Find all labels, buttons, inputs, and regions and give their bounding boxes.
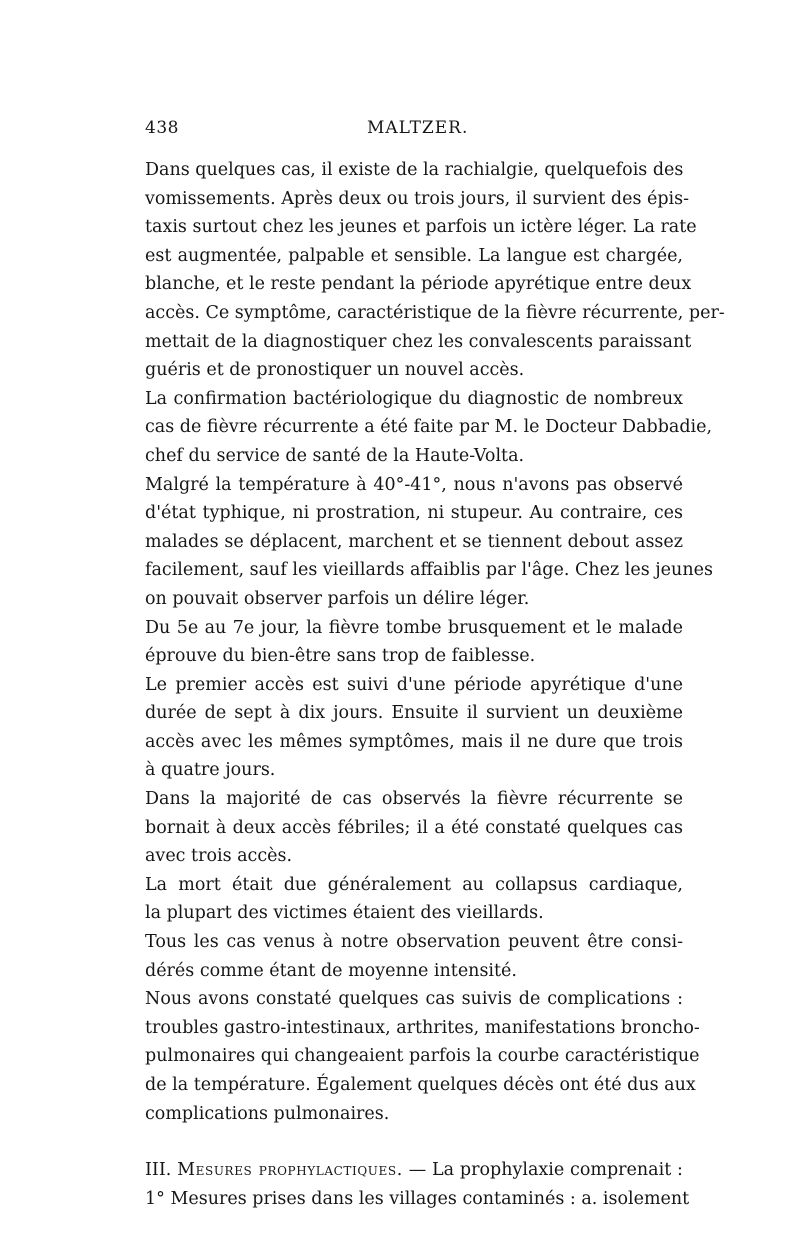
text-line: facilement, sauf les vieillards affaiblis par l'âge. Chez les jeunes [145,560,713,581]
text-line: Dans la majorité de cas observés la fièvre récurrente se [145,789,683,810]
text-line: la plupart des victimes étaient des vieillards. [145,903,544,924]
text-line: Du 5e au 7e jour, la fièvre tombe brusquement et le malade [145,617,683,638]
paragraph-majority [145,785,683,871]
text-line: avec trois accès. [145,846,293,867]
paragraph-fever-drop [145,614,683,671]
running-head [145,118,685,148]
text-line: malades se déplacent, marchent et se tiennent debout assez [145,531,683,552]
page-number: 438 [145,118,179,138]
text-line: troubles gastro-intestinaux, arthrites, manifestations broncho- [145,1017,700,1038]
text-line: Tous les cas venus à notre observation peuvent être consi- [145,932,683,953]
body-text [145,156,725,1213]
text-line: 1° Mesures prises dans les villages contaminés : a. isolement [145,1188,690,1209]
text-line: est augmentée, palpable et sensible. La langue est chargée, [145,245,683,266]
text-line: Dans quelques cas, il existe de la rachialgie, quelquefois des [145,160,684,180]
text-line: d'état typhique, ni prostration, ni stupeur. Au contraire, ces [145,503,683,524]
text-line: cas de fièvre récurrente a été faite par M. le Docteur Dabbadie, [145,417,713,438]
text-line: vomissements. Après deux ou trois jours, il survient des épis- [145,188,690,209]
text-line: à quatre jours. [145,760,276,781]
text-line: Le premier accès est suivi d'une période apyrétique d'une [145,674,683,695]
section-heading-line [145,1156,683,1185]
text-line: accès. Ce symptôme, caractéristique de la fièvre récurrente, per- [145,302,725,323]
text-line: de la température. Également quelques décès ont été dus aux [145,1075,696,1095]
text-line: blanche, et le reste pendant la période apyrétique entre deux [145,274,692,295]
text-line: accès avec les mêmes symptômes, mais il ne dure que trois [145,731,683,752]
text-line: Nous avons constaté quelques cas suivis de complications : [145,989,683,1010]
text-line: on pouvait observer parfois un délire léger. [145,588,530,609]
running-title: MALTZER. [367,118,469,138]
text-line: guéris et de pronostiquer un nouvel accès. [145,360,525,381]
section-prophylaxis [145,1156,690,1213]
text-line: éprouve du bien-être sans trop de faiblesse. [145,646,536,667]
text-line: bornait à deux accès fébriles; il a été constaté quelques cas [145,817,683,838]
section-number: III. [145,1160,172,1181]
text-line: taxis surtout chez les jeunes et parfois un ictère léger. La rate [145,217,697,238]
text-line: Malgré la température à 40°-41°, nous n'avons pas observé [145,474,683,495]
text-line: complications pulmonaires. [145,1103,390,1124]
paragraph-symptoms [145,156,725,385]
section-text: — La prophylaxie comprenait : [408,1160,683,1181]
text-line: pulmonaires qui changeaient parfois la courbe caractéristique [145,1046,700,1067]
paragraph-first-attack [145,671,683,785]
paragraph-intensity [145,928,683,985]
paragraph-complications [145,985,700,1128]
text-line: La mort était due généralement au collapsus cardiaque, [145,874,683,895]
paragraph-mortality [145,871,683,928]
text-line: mettait de la diagnostiquer chez les convalescents paraissant [145,331,692,352]
section-heading: Mesures prophylactiques. [177,1160,403,1181]
paragraph-temperature [145,471,713,614]
text-line: dérés comme étant de moyenne intensité. [145,960,517,981]
text-line: chef du service de santé de la Haute-Volta. [145,445,525,466]
paragraph-confirmation [145,385,713,471]
text-line: La confirmation bactériologique du diagnostic de nombreux [145,388,683,409]
text-line: durée de sept à dix jours. Ensuite il survient un deuxième [145,703,683,724]
